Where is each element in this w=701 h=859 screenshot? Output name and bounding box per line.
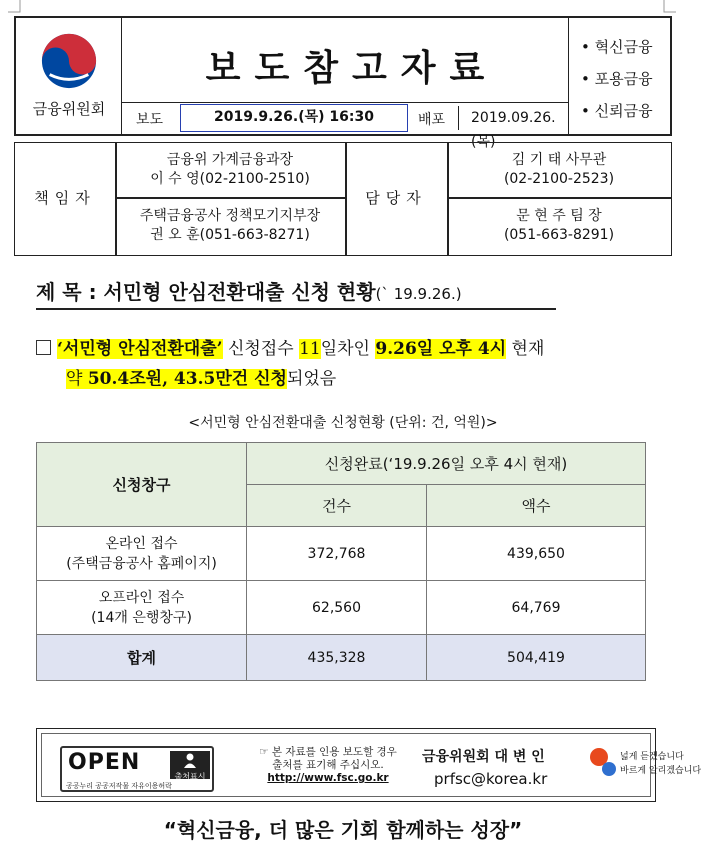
fsc-logo-icon xyxy=(40,32,98,90)
crop-mark-left xyxy=(8,0,22,14)
col-amount: 액수 xyxy=(427,485,646,527)
row-channel: 온라인 접수 (주택금융공사 홈페이지) xyxy=(37,527,247,581)
total-count: 435,328 xyxy=(247,635,427,681)
footer-box xyxy=(36,728,701,802)
responsible-label: 책임자 xyxy=(34,189,96,207)
release-row xyxy=(122,102,568,150)
table-total-row xyxy=(37,635,646,681)
checkbox-icon xyxy=(36,340,51,355)
col-count: 건수 xyxy=(247,485,427,527)
row-amount: 439,650 xyxy=(427,527,646,581)
spokesperson-email[interactable]: prfsc@korea.kr xyxy=(434,770,548,788)
policy-item-3: • 신뢰금융 xyxy=(581,102,653,120)
contact-table xyxy=(14,142,672,256)
baepo-date: 2019.09.26.(목) xyxy=(458,106,568,130)
table-caption: <서민형 안심전환대출 신청현황 (단위: 건, 억원)> xyxy=(188,415,498,431)
row-channel: 오프라인 접수 (14개 은행창구) xyxy=(37,581,247,635)
logo-cell xyxy=(16,18,122,134)
policy-item-2: • 포용금융 xyxy=(581,70,653,88)
application-table xyxy=(36,442,646,681)
open-logo-text: OPEN xyxy=(68,750,141,775)
responsible-1: 금융위 가계금융과장 이 수 영(02-2100-2510) xyxy=(150,152,310,187)
responsible-2: 주택금융공사 정책모기지부장 권 오 훈(051-663-8271) xyxy=(139,208,321,243)
col-group: 신청완료(‘19.9.26일 오후 4시 현재) xyxy=(247,443,646,485)
bodo-label: 보도 xyxy=(136,112,164,128)
policy-list xyxy=(568,18,672,134)
total-amount: 504,419 xyxy=(427,635,646,681)
contact-label: 담당자 xyxy=(365,189,427,207)
slogan-text: 넓게 듣겠습니다 바르게 알리겠습니다 xyxy=(620,752,701,776)
policy-item-1: • 혁신금융 xyxy=(581,38,653,56)
total-label: 합계 xyxy=(37,635,247,681)
row-count: 62,560 xyxy=(247,581,427,635)
motto: “혁신금융, 더 많은 기회 함께하는 성장” xyxy=(163,818,523,842)
press-header xyxy=(14,16,672,150)
kogl-caption: 공공누리 공공저작물 자유이용허락 xyxy=(66,782,172,790)
org-name: 금융위원회 xyxy=(32,100,106,118)
attribution-icon: 출처표시 xyxy=(170,751,210,779)
doc-title: 보도참고자료 xyxy=(205,48,499,89)
subject-line: 제 목 : 서민형 안심전환대출 신청 현황(` 19.9.26.) xyxy=(36,276,556,310)
table-row xyxy=(37,527,646,581)
kogl-badge xyxy=(60,746,214,792)
contact-2: 문 현 주 팀 장 (051-663-8291) xyxy=(503,208,615,243)
row-amount: 64,769 xyxy=(427,581,646,635)
fsc-url-link[interactable]: http://www.fsc.go.kr xyxy=(267,772,389,784)
bodo-date: 2019.9.26.(목) 16:30 xyxy=(180,104,408,132)
citation-note: ☞ 본 자료를 인용 보도할 경우 출처를 표기해 주십시오. http://www.fsc.go.kr xyxy=(238,746,418,785)
table-header-row xyxy=(37,443,646,485)
col-channel: 신청창구 xyxy=(37,443,247,527)
table-row xyxy=(37,581,646,635)
baepo-label: 배포 xyxy=(418,112,446,128)
summary-line-2: 약 50.4조원, 43.5만건 신청되었음 xyxy=(66,369,337,389)
summary-line-1: ‘서민형 안심전환대출’ 신청접수 11일차인 9.26일 오후 4시 현재 xyxy=(36,334,544,359)
spokesperson-label: 금융위원회 대 변 인 xyxy=(422,749,545,765)
crop-mark-right xyxy=(662,0,676,14)
slogan-icon-2 xyxy=(602,762,616,776)
row-count: 372,768 xyxy=(247,527,427,581)
title-cell xyxy=(122,18,568,102)
contact-1: 김 기 태 사무관 (02-2100-2523) xyxy=(503,152,615,187)
